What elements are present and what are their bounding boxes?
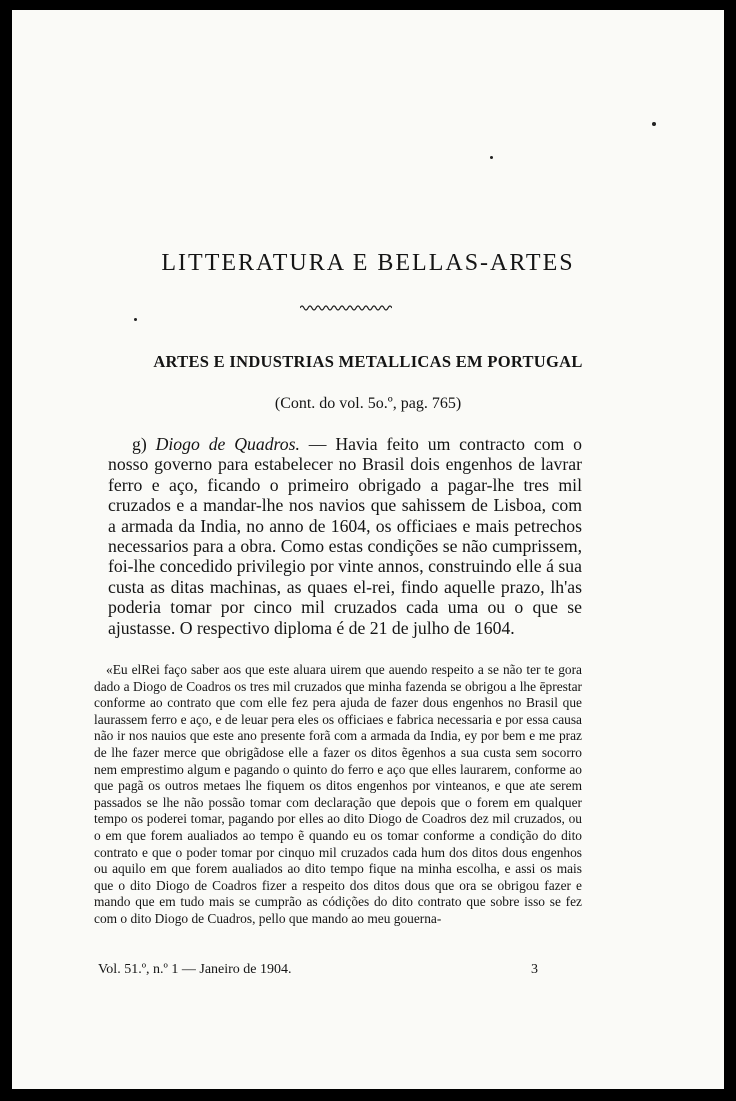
ornamental-rule [300,304,392,312]
section-title: LITTERATURA E BELLAS-ARTES [161,250,575,276]
quoted-document: «Eu elRei faço saber aos que este aluara uirem que auendo respeito a se não ter te gora dado a Diogo de Coadros os tres mil cruzados que minha fazenda se obrigou a lhe ēprestar conforme ao contrato que com elle fez pera ajuda de fazer dous engenhos no Brasil que laurassem ferro e aço, e de leuar pera eles os officiaes e fabrica necessaria e por essa causa não ir nos nauios que este ano presente forã com a armada da India, ey por bem e me praz de lhe fazer merce que obrigãdose elle a fazer os ditos ẽgenhos a sua custa sem socorro nem emprestimo algum e pagando o quinto do ferro e aço que elles laurarem, conforme ao que pagã os outros metaes lhe fiquem os ditos engenhos por vinteanos, e que ate serem passados se lhe não possão tomar com declaração que depois que o forem em qualquer tempo os poderei tomar, pagando por elles ao dito Diogo de Coadros dez mil cruzados, ou o em que forem aualiados ao tempo ẽ quando eu os tomar conforme a condição do dito contrato e que o poder tomar por cinquo mil cruzados cada hum dos ditos dous engenhos ou aquilo em que forem aualiados ao dito tempo fique na minha escolha, e assi os mais que o dito Diogo de Coadros fizer a respeito dos ditos dous que ora se obrigou fazer e mando que em tudo mais se cumprão as códições do dito contrato que sobre isso se fez com o dito Diogo de Cuadros, pello que mando ao meu gouerna- [94,662,582,926]
scan-speck [134,318,137,321]
paragraph-lead: g) [132,434,156,454]
document-page [10,8,726,1091]
paragraph-text: — Havia feito um contracto com o nosso governo para estabelecer no Brasil dois engenhos de lavrar ferro e aço, ficando o primeiro obrigado a pagar-lhe tres mil cruzados e a mandar-lhe nos navios que sahissem de Lisboa, com a armada da India, no anno de 1604, os officiaes e mais petrechos necessarios para a obra. Como estas condições se não cumprissem, foi-lhe concedido privilegio por vinte annos, construindo elle á sua custa as ditas machinas, as quaes el-rei, findo aquelle prazo, lh'as poderia tomar por cinco mil cruzados cada uma ou o que se ajustasse. O respectivo diploma é de 21 de julho de 1604. [108,434,583,638]
main-paragraph [108,434,582,638]
article-title: ARTES E INDUSTRIAS METALLICAS EM PORTUGAL [153,352,583,371]
continuation-note: (Cont. do vol. 5o.º, pag. 765) [274,395,462,412]
page-number: 3 [531,962,538,977]
person-name: Diogo de Quadros. [155,434,300,454]
scan-speck [652,122,656,126]
issue-info: Vol. 51.º, n.º 1 — Janeiro de 1904. [98,962,292,977]
scan-speck [490,156,493,159]
